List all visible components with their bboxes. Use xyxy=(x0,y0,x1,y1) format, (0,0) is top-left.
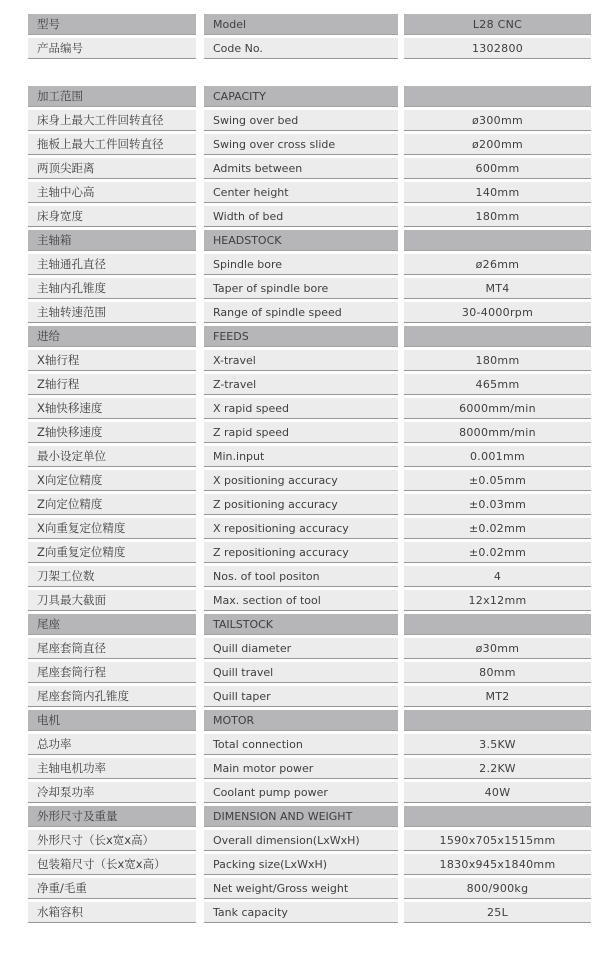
spec-cell-english-label: Total connection xyxy=(204,734,398,755)
spec-cell-value xyxy=(404,710,591,731)
spec-row xyxy=(28,326,591,350)
spec-cell-chinese-label: Z向重复定位精度 xyxy=(28,542,196,563)
spec-row xyxy=(28,566,591,590)
spec-cell-english-label: Coolant pump power xyxy=(204,782,398,803)
spec-cell-english-label: Max. section of tool xyxy=(204,590,398,611)
spec-cell-english-label: Swing over cross slide xyxy=(204,134,398,155)
spec-row xyxy=(28,302,591,326)
spec-cell-english-label xyxy=(204,62,398,83)
spec-cell-value: ±0.02mm xyxy=(404,542,591,563)
spec-cell-chinese-label: 拖板上最大工件回转直径 xyxy=(28,134,196,155)
spec-cell-value: 600mm xyxy=(404,158,591,179)
spec-cell-chinese-label: 主轴中心高 xyxy=(28,182,196,203)
spec-cell-english-label: Spindle bore xyxy=(204,254,398,275)
spec-cell-value: ±0.03mm xyxy=(404,494,591,515)
spec-row xyxy=(28,902,591,926)
spec-cell-english-label: Net weight/Gross weight xyxy=(204,878,398,899)
spec-cell-chinese-label: 加工范围 xyxy=(28,86,196,107)
spec-cell-chinese-label: 刀架工位数 xyxy=(28,566,196,587)
spec-cell-value: 1590x705x1515mm xyxy=(404,830,591,851)
spec-cell-value: 1302800 xyxy=(404,38,591,59)
spec-cell-chinese-label: X轴行程 xyxy=(28,350,196,371)
spec-row xyxy=(28,614,591,638)
spec-table xyxy=(28,14,591,926)
spec-cell-value: ø26mm xyxy=(404,254,591,275)
spec-row xyxy=(28,782,591,806)
spec-row xyxy=(28,206,591,230)
spec-cell-chinese-label: 净重/毛重 xyxy=(28,878,196,899)
spec-cell-english-label: FEEDS xyxy=(204,326,398,347)
spec-row xyxy=(28,638,591,662)
spec-cell-value: 800/900kg xyxy=(404,878,591,899)
spec-cell-english-label: Z rapid speed xyxy=(204,422,398,443)
spec-cell-chinese-label: 外形尺寸及重量 xyxy=(28,806,196,827)
spec-cell-english-label: Z-travel xyxy=(204,374,398,395)
spec-cell-chinese-label: 尾座套筒内孔锥度 xyxy=(28,686,196,707)
spec-row xyxy=(28,542,591,566)
spec-cell-chinese-label: X向重复定位精度 xyxy=(28,518,196,539)
spec-cell-chinese-label: Z轴行程 xyxy=(28,374,196,395)
spec-cell-english-label: Width of bed xyxy=(204,206,398,227)
spec-cell-chinese-label: 尾座套筒行程 xyxy=(28,662,196,683)
spec-row xyxy=(28,734,591,758)
spec-row xyxy=(28,590,591,614)
spec-cell-english-label: HEADSTOCK xyxy=(204,230,398,251)
spec-cell-english-label: MOTOR xyxy=(204,710,398,731)
spec-cell-chinese-label: 进给 xyxy=(28,326,196,347)
spec-cell-english-label: Quill travel xyxy=(204,662,398,683)
spec-cell-value xyxy=(404,326,591,347)
spec-cell-english-label: Z repositioning accuracy xyxy=(204,542,398,563)
spec-cell-english-label: Center height xyxy=(204,182,398,203)
spec-cell-chinese-label: 尾座 xyxy=(28,614,196,635)
spec-cell-english-label: Quill diameter xyxy=(204,638,398,659)
spec-cell-chinese-label: X向定位精度 xyxy=(28,470,196,491)
spec-row xyxy=(28,446,591,470)
spec-cell-chinese-label: 主轴转速范围 xyxy=(28,302,196,323)
spec-cell-english-label: Nos. of tool positon xyxy=(204,566,398,587)
spec-cell-chinese-label xyxy=(28,62,196,83)
spec-row xyxy=(28,758,591,782)
spec-cell-english-label: Model xyxy=(204,14,398,35)
spec-row xyxy=(28,110,591,134)
spec-cell-value: ±0.02mm xyxy=(404,518,591,539)
spec-cell-value: MT4 xyxy=(404,278,591,299)
spec-row xyxy=(28,278,591,302)
spec-row xyxy=(28,662,591,686)
spec-cell-english-label: Tank capacity xyxy=(204,902,398,923)
spec-cell-english-label: Main motor power xyxy=(204,758,398,779)
spec-row xyxy=(28,38,591,62)
spec-row xyxy=(28,470,591,494)
spec-row xyxy=(28,806,591,830)
spec-cell-chinese-label: 主轴通孔直径 xyxy=(28,254,196,275)
spec-row xyxy=(28,182,591,206)
spec-cell-chinese-label: 包装箱尺寸（长x宽x高） xyxy=(28,854,196,875)
spec-cell-value: 12x12mm xyxy=(404,590,591,611)
spec-cell-value xyxy=(404,806,591,827)
spec-row xyxy=(28,254,591,278)
spec-cell-english-label: X positioning accuracy xyxy=(204,470,398,491)
spec-cell-english-label: X repositioning accuracy xyxy=(204,518,398,539)
spec-cell-chinese-label: 产品编号 xyxy=(28,38,196,59)
spec-cell-value: 3.5KW xyxy=(404,734,591,755)
spec-cell-value: L28 CNC xyxy=(404,14,591,35)
spec-cell-english-label: Swing over bed xyxy=(204,110,398,131)
spec-row xyxy=(28,86,591,110)
spec-cell-english-label: X rapid speed xyxy=(204,398,398,419)
spec-cell-value: ø30mm xyxy=(404,638,591,659)
spec-cell-value: ø200mm xyxy=(404,134,591,155)
spec-cell-english-label: Z positioning accuracy xyxy=(204,494,398,515)
spec-cell-chinese-label: 尾座套筒直径 xyxy=(28,638,196,659)
spec-row xyxy=(28,62,591,86)
spec-cell-value: 140mm xyxy=(404,182,591,203)
spec-cell-english-label: Packing size(LxWxH) xyxy=(204,854,398,875)
spec-cell-value xyxy=(404,86,591,107)
spec-cell-chinese-label: 水箱容积 xyxy=(28,902,196,923)
spec-cell-english-label: Overall dimension(LxWxH) xyxy=(204,830,398,851)
spec-cell-chinese-label: 两顶尖距离 xyxy=(28,158,196,179)
spec-cell-chinese-label: 主轴电机功率 xyxy=(28,758,196,779)
spec-cell-chinese-label: 主轴内孔锥度 xyxy=(28,278,196,299)
spec-cell-value: ±0.05mm xyxy=(404,470,591,491)
spec-cell-english-label: Quill taper xyxy=(204,686,398,707)
spec-row xyxy=(28,830,591,854)
spec-row xyxy=(28,158,591,182)
spec-cell-value: 180mm xyxy=(404,206,591,227)
spec-cell-english-label: Taper of spindle bore xyxy=(204,278,398,299)
spec-cell-chinese-label: 电机 xyxy=(28,710,196,731)
spec-cell-chinese-label: X轴快移速度 xyxy=(28,398,196,419)
spec-row xyxy=(28,134,591,158)
spec-cell-chinese-label: 最小设定单位 xyxy=(28,446,196,467)
spec-cell-value xyxy=(404,62,591,83)
spec-row xyxy=(28,350,591,374)
spec-cell-english-label: X-travel xyxy=(204,350,398,371)
spec-row xyxy=(28,494,591,518)
spec-cell-chinese-label: 床身上最大工件回转直径 xyxy=(28,110,196,131)
spec-row xyxy=(28,878,591,902)
spec-cell-chinese-label: 床身宽度 xyxy=(28,206,196,227)
spec-cell-value: ø300mm xyxy=(404,110,591,131)
spec-cell-english-label: CAPACITY xyxy=(204,86,398,107)
spec-cell-value: 6000mm/min xyxy=(404,398,591,419)
spec-row xyxy=(28,422,591,446)
spec-cell-chinese-label: Z轴快移速度 xyxy=(28,422,196,443)
spec-cell-english-label: TAILSTOCK xyxy=(204,614,398,635)
spec-cell-value: 40W xyxy=(404,782,591,803)
spec-cell-value: 30-4000rpm xyxy=(404,302,591,323)
spec-row xyxy=(28,518,591,542)
spec-row xyxy=(28,398,591,422)
spec-cell-english-label: Range of spindle speed xyxy=(204,302,398,323)
spec-cell-chinese-label: 主轴箱 xyxy=(28,230,196,251)
spec-cell-english-label: DIMENSION AND WEIGHT xyxy=(204,806,398,827)
spec-cell-value: 25L xyxy=(404,902,591,923)
spec-row xyxy=(28,854,591,878)
spec-cell-chinese-label: 型号 xyxy=(28,14,196,35)
spec-cell-value xyxy=(404,230,591,251)
spec-cell-value: 8000mm/min xyxy=(404,422,591,443)
spec-cell-chinese-label: 总功率 xyxy=(28,734,196,755)
spec-cell-value: 2.2KW xyxy=(404,758,591,779)
spec-cell-chinese-label: 刀具最大截面 xyxy=(28,590,196,611)
spec-cell-value: MT2 xyxy=(404,686,591,707)
spec-cell-chinese-label: 冷却泵功率 xyxy=(28,782,196,803)
spec-row xyxy=(28,14,591,38)
spec-row xyxy=(28,374,591,398)
spec-cell-english-label: Min.input xyxy=(204,446,398,467)
spec-cell-chinese-label: Z向定位精度 xyxy=(28,494,196,515)
spec-row xyxy=(28,686,591,710)
spec-row xyxy=(28,230,591,254)
spec-cell-value xyxy=(404,614,591,635)
spec-row xyxy=(28,710,591,734)
spec-cell-value: 465mm xyxy=(404,374,591,395)
spec-cell-value: 80mm xyxy=(404,662,591,683)
spec-cell-value: 4 xyxy=(404,566,591,587)
spec-cell-english-label: Admits between xyxy=(204,158,398,179)
spec-cell-value: 180mm xyxy=(404,350,591,371)
spec-cell-value: 0.001mm xyxy=(404,446,591,467)
spec-cell-value: 1830x945x1840mm xyxy=(404,854,591,875)
spec-cell-english-label: Code No. xyxy=(204,38,398,59)
spec-cell-chinese-label: 外形尺寸（长x宽x高） xyxy=(28,830,196,851)
